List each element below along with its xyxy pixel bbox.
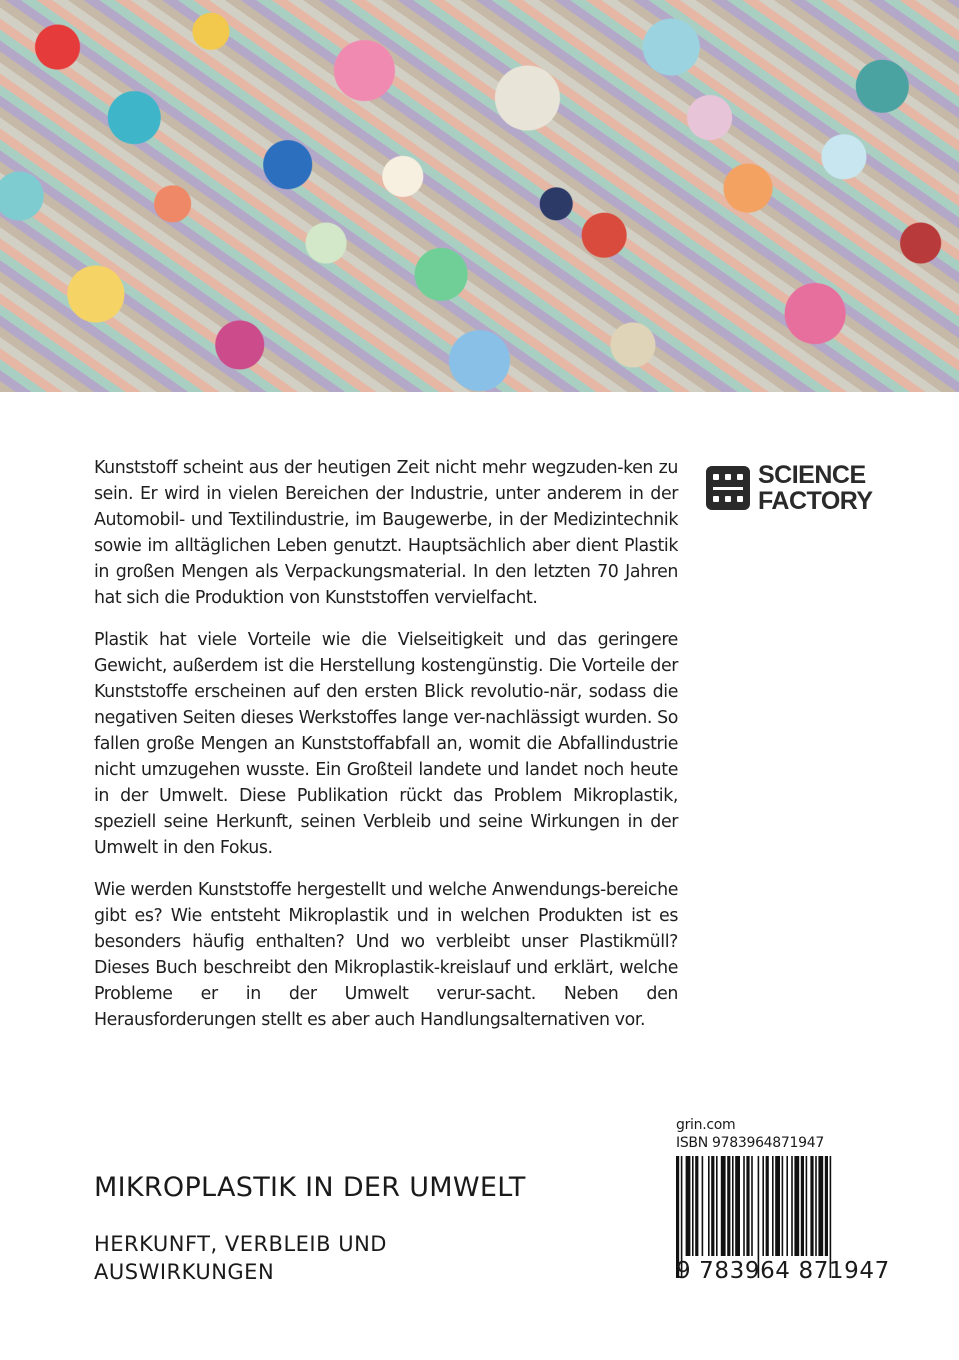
book-title: MIKROPLASTIK IN DER UMWELT [94, 1172, 526, 1203]
barcode-bar [762, 1156, 764, 1256]
blurb-paragraph-3: Wie werden Kunststoffe hergestellt und welche Anwendungs-bereiche gibt es? Wie entsteht Mikroplastik und in welchen Produkten ist es besonders häufig enthalten? Und wo verbleibt unser Plastikmüll? Dieses Buch beschreibt den Mikroplastik-kreislauf und erklärt, welche Probleme er in der Umwelt verur-sacht. Neben den Herausforderungen stellt es aber auch Handlungsalternativen vor. [94, 880, 678, 1030]
barcode-bar [825, 1156, 828, 1256]
barcode-bar [794, 1156, 799, 1256]
barcode-bar [815, 1156, 817, 1256]
barcode-bar [751, 1156, 753, 1256]
barcode-bar [702, 1156, 704, 1256]
blurb-paragraph-2: Plastik hat viele Vorteile wie die Vielseitigkeit und das geringere Gewicht, außerdem ist die Herstellung kostengünstig. Die Vorteile der Kunststoffe erscheinen auf den ersten Blick revolutio-när, sodass die negativen Seiten dieses Werkstoffes lange ver-nachlässigt wurden. So fallen große Mengen an Kunststoffabfall an, womit die Abfallindustrie nicht umzugehen wusste. Ein Großteil landete und landet noch heute in der Umwelt. Diese Publikation rückt das Problem Mikroplastik, speziell seine Herkunft, seinen Verbleib und seine Wirkungen in der Umwelt in den Fokus. [94, 630, 678, 858]
barcode-bar [818, 1156, 823, 1256]
barcode-bar [791, 1156, 793, 1256]
barcode-bar [772, 1156, 774, 1256]
barcode-bar [775, 1156, 780, 1256]
logo-line-2: FACTORY [758, 487, 873, 515]
barcode-bar [801, 1156, 804, 1256]
barcode-bar [810, 1156, 813, 1256]
barcode-bar [806, 1156, 808, 1256]
barcode-bar [743, 1156, 745, 1256]
barcode-bar [782, 1156, 784, 1256]
isbn-label: ISBN 9783964871947 [676, 1135, 824, 1151]
book-subtitle: HERKUNFT, VERBLEIB UND AUSWIRKUNGEN [94, 1232, 387, 1284]
barcode-bar [695, 1156, 698, 1256]
barcode-bar [766, 1156, 769, 1256]
barcode-bar [686, 1156, 691, 1256]
barcode-bar [735, 1156, 740, 1256]
blurb-paragraph-1: Kunststoff scheint aus der heutigen Zeit nicht mehr wegzuden-ken zu sein. Er wird in vielen Bereichen der Industrie, unter anderem in der Automobil- und Textilindustrie, im Baugewerbe, in der Medizintechnik sowie im alltäglichen Leben genutzt. Hauptsächlich aber dient Plastik in großen Mengen als Verpackungsmaterial. In den letzten 70 Jahren hat sich die Produktion von Kunststoffen vervielfacht. [94, 458, 678, 608]
barcode-bar [786, 1156, 788, 1256]
barcode-bar [727, 1156, 730, 1256]
barcode-bar [711, 1156, 714, 1256]
science-factory-logo [706, 461, 873, 518]
back-cover-blurb [94, 455, 678, 1049]
cover-photo [0, 0, 959, 392]
barcode-digits: 9 783964 871947 [676, 1258, 890, 1284]
barcode-bar [716, 1156, 718, 1256]
logo-line-1: SCIENCE [758, 461, 866, 489]
publisher-url: grin.com [676, 1117, 736, 1133]
barcode-bar [746, 1156, 749, 1256]
science-factory-wordmark [758, 462, 873, 514]
barcode-bar [732, 1156, 734, 1256]
barcode-bar [708, 1156, 710, 1256]
science-factory-icon [706, 466, 750, 510]
barcode-bar [692, 1156, 694, 1256]
isbn-block [676, 1116, 906, 1284]
barcode-bar [721, 1156, 726, 1256]
